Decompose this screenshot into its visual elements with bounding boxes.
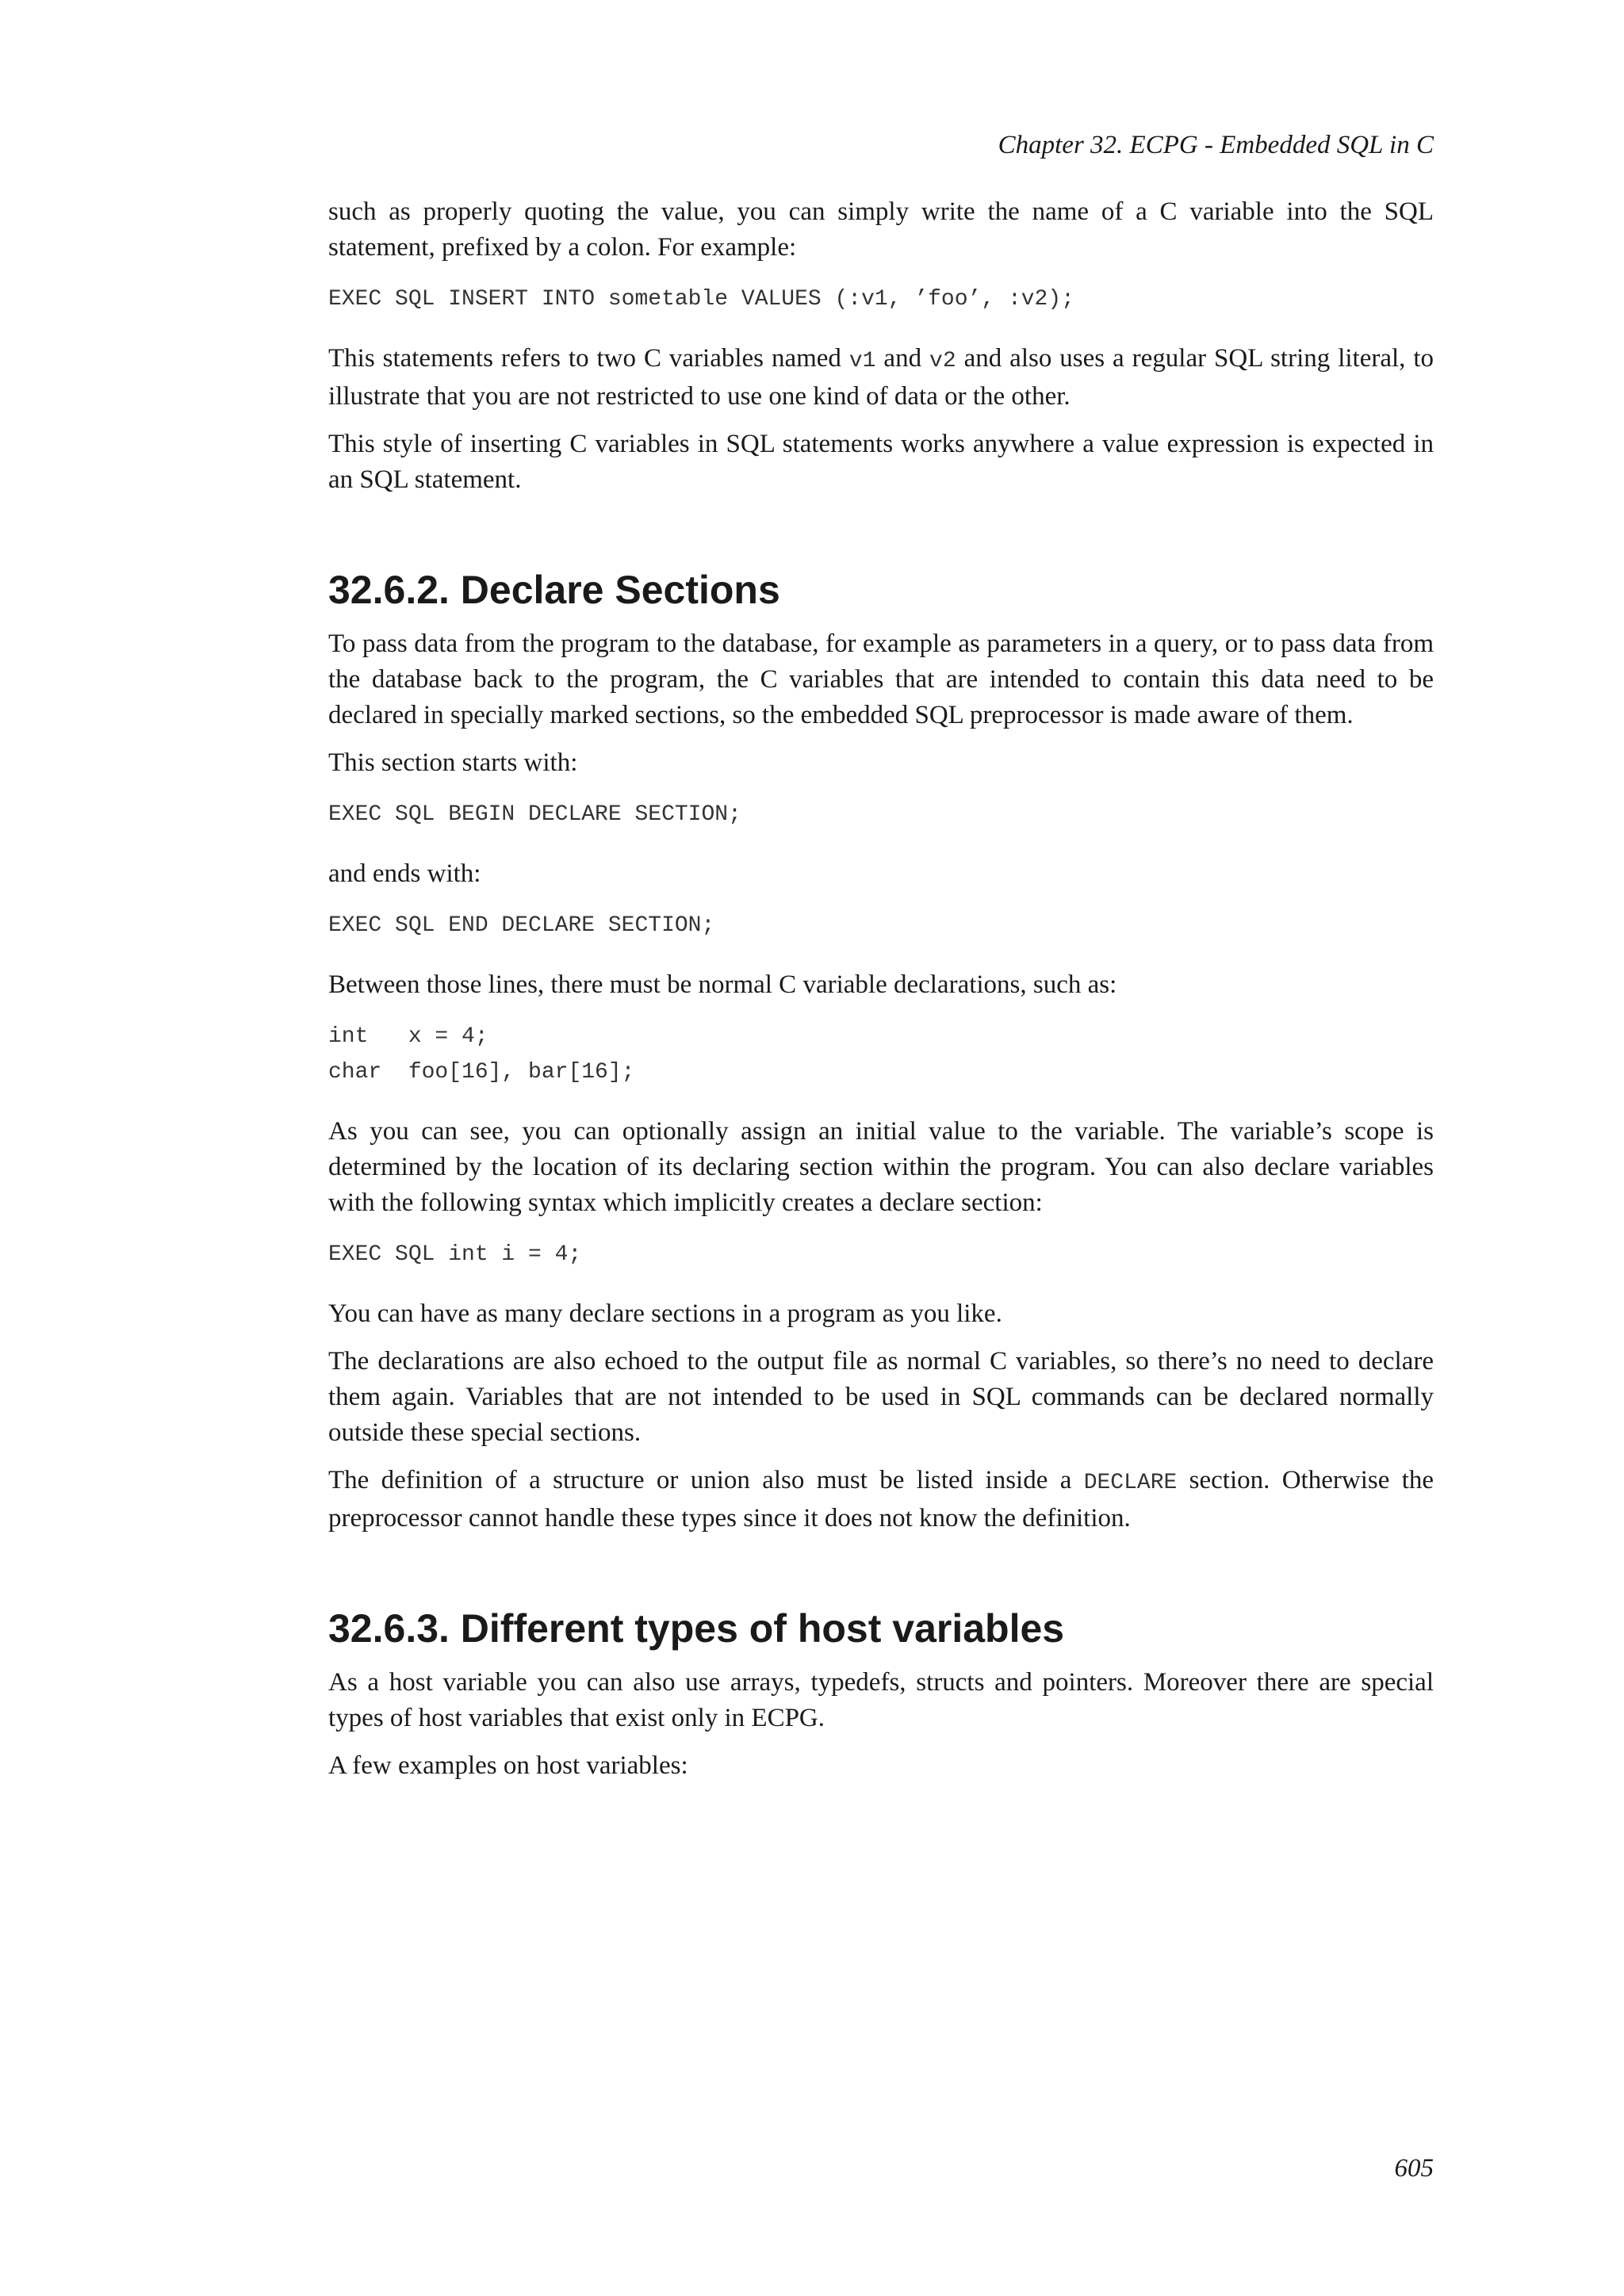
code-block: EXEC SQL int i = 4; bbox=[328, 1242, 582, 1267]
paragraph: You can have as many declare sections in a program as you like. bbox=[328, 1299, 1002, 1328]
code-block: EXEC SQL INSERT INTO sometable VALUES (:v1, ’foo’, :v2); bbox=[328, 287, 1074, 312]
running-header: Chapter 32. ECPG - Embedded SQL in C bbox=[998, 131, 1434, 159]
paragraph: This style of inserting C variables in SQL statements works anywhere a value expression is expected in an SQL statement. bbox=[328, 430, 1434, 494]
paragraph: A few examples on host variables: bbox=[328, 1751, 688, 1780]
code-block: int x = 4; char foo[16], bar[16]; bbox=[328, 1024, 635, 1085]
page-content bbox=[328, 194, 1434, 1796]
document-page bbox=[328, 0, 1434, 2296]
paragraph bbox=[328, 341, 1434, 415]
paragraph: This section starts with: bbox=[328, 748, 578, 777]
inline-code: v1 bbox=[848, 349, 876, 373]
paragraph: Between those lines, there must be normal C variable declarations, such as: bbox=[328, 970, 1117, 999]
code-block: EXEC SQL BEGIN DECLARE SECTION; bbox=[328, 802, 741, 827]
paragraph: To pass data from the program to the database, for example as parameters in a query, or to pass data from the database back to the program, the C variables that are intended to contain this data need to be declared in specially marked sections, so the embedded SQL preprocessor is made aware of them. bbox=[328, 629, 1434, 729]
section-heading: 32.6.3. Different types of host variables bbox=[328, 1606, 1065, 1651]
paragraph bbox=[328, 1463, 1434, 1536]
text-run: and also uses a regular SQL string literal, to illustrate that you are not restricted to use one kind of data or the other. bbox=[328, 344, 1434, 411]
inline-code: v2 bbox=[929, 349, 956, 373]
section-heading: 32.6.2. Declare Sections bbox=[328, 568, 780, 612]
code-block: EXEC SQL END DECLARE SECTION; bbox=[328, 913, 715, 938]
paragraph: The declarations are also echoed to the output file as normal C variables, so there’s no need to declare them again. Variables that are not intended to be used in SQL commands can be declared normally outside these special sections. bbox=[328, 1347, 1434, 1447]
text-run: section. Otherwise the preprocessor cannot handle these types since it does not know the definition. bbox=[328, 1466, 1434, 1533]
paragraph: and ends with: bbox=[328, 859, 481, 888]
text-run: The definition of a structure or union also must be listed inside a bbox=[328, 1466, 1084, 1494]
text-run: and bbox=[875, 344, 930, 373]
inline-code: DECLARE bbox=[1083, 1471, 1178, 1495]
page-number: 605 bbox=[1394, 2154, 1434, 2183]
paragraph: As you can see, you can optionally assign an initial value to the variable. The variable’s scope is determined by the location of its declaring section within the program. You can also declare variables with the following syntax which implicitly creates a declare section: bbox=[328, 1117, 1434, 1217]
paragraph: As a host variable you can also use arrays, typedefs, structs and pointers. Moreover there are special types of host variables that exist only in ECPG. bbox=[328, 1668, 1434, 1732]
text-run: This statements refers to two C variables named bbox=[328, 344, 849, 373]
paragraph: such as properly quoting the value, you can simply write the name of a C variable into the SQL statement, prefixed by a colon. For example: bbox=[328, 197, 1434, 262]
